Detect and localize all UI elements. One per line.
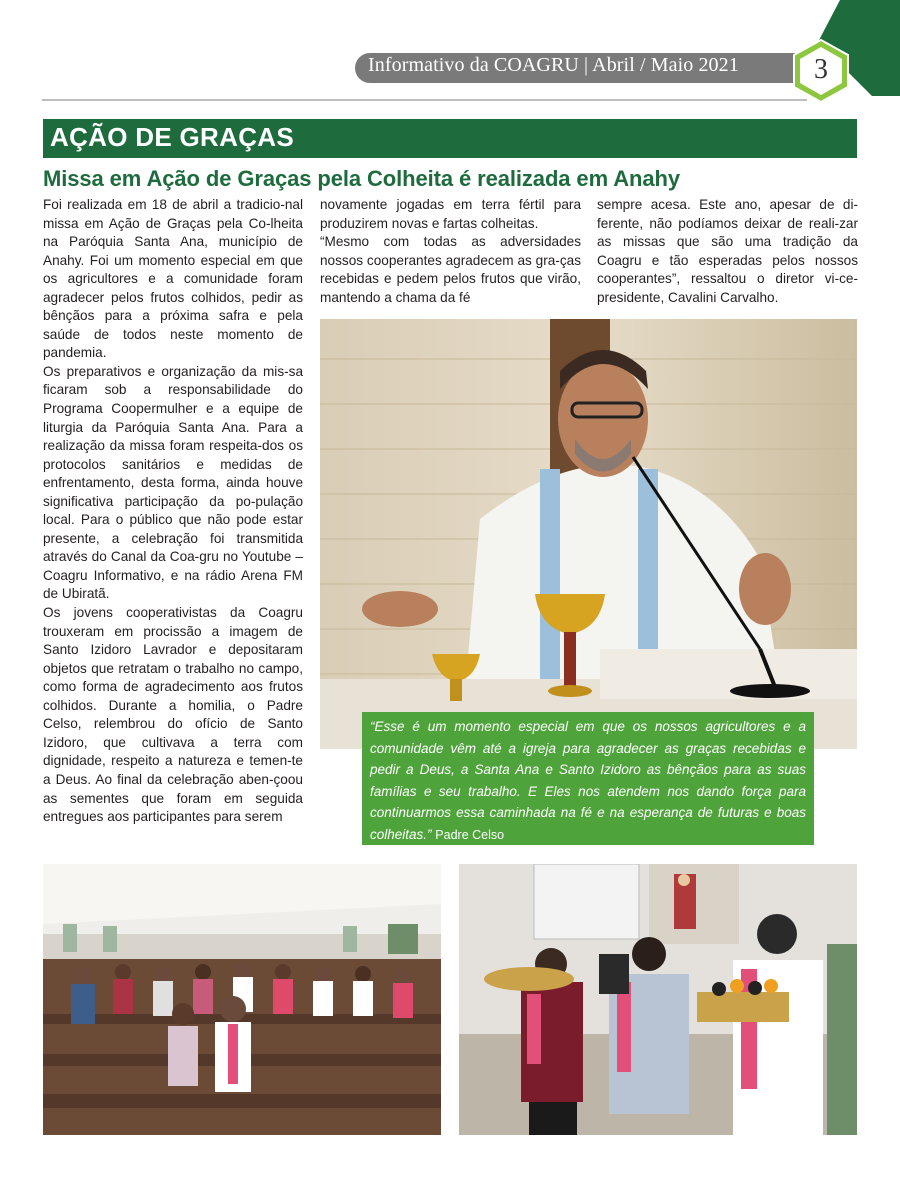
article-column-2: [320, 196, 581, 307]
article-column-3: [597, 196, 858, 307]
newsletter-title: Informativo da COAGRU | Abril / Maio 2021: [368, 54, 739, 76]
paragraph: Os preparativos e organização da mis-sa ficaram sob a responsabilidade do Programa Coopermulher e a equipe de liturgia da Paróquia Santa Ana. Para a realização da missa foram respeita-dos os protocolos sanitários e medidas de enfrentamento, desta forma, ainda houve significativa participação da po-pulação local. Para o público que não pode estar presente, a celebração foi transmitida através do Canal da Coa-gru no Youtube – Coagru Informativo, e na rádio Arena FM de Ubiratã.: [43, 363, 303, 602]
paragraph: novamente jogadas em terra fértil para produzirem novas e fartas colheitas.: [320, 197, 581, 231]
paragraph: sempre acesa. Este ano, apesar de di-ferente, não podíamos deixar de reali-zar as missas que são uma tradição da Coagru e tão esperadas pelos nossos cooperantes”, ressaltou o diretor vi-ce-presidente, Cavalini Carvalho.: [597, 197, 858, 305]
quote-text: [370, 716, 806, 846]
header-divider: [42, 99, 807, 101]
quote-author: Padre Celso: [435, 827, 505, 842]
quote-box: [362, 712, 814, 845]
section-title: AÇÃO DE GRAÇAS: [50, 122, 294, 152]
article-column-1: [43, 196, 303, 827]
photo-offering-procession: [459, 864, 857, 1135]
paragraph: “Mesmo com todas as adversidades nossos cooperantes agradecem as gra-ças recebidas e pedem pelos frutos que virão, mantendo a chama da fé: [320, 234, 581, 305]
article-headline: Missa em Ação de Graças pela Colheita é realizada em Anahy: [43, 166, 680, 191]
page-number: 3: [814, 54, 828, 85]
paragraph: Os jovens cooperativistas da Coagru trouxeram em procissão a imagem de Santo Izidoro Lavrador e depositaram objetos que retratam o trabalho no campo, como forma de agradecimento aos frutos colhidos. Durante a homilia, o Padre Celso, relembrou do ofício de Santo Izidoro, que cultivava a terra com dignidade, respeito a natureza e temen-te a Deus. Ao final da celebração aben-çoou as sementes que foram em seguida entregues aos participantes para serem: [43, 605, 303, 825]
paragraph: Foi realizada em 18 de abril a tradicio-nal missa em Ação de Graças pela Co-lheita na Paróquia Santa Ana, município de Anahy. Foi um momento especial em que os agricultores e a comunidade foram agradecer pelos frutos colhidos, pedir as bênçãos para a próxima safra e pela saúde de todos neste momento de pandemia.: [43, 197, 303, 361]
quote-body: “Esse é um momento especial em que os nossos agricultores e a comunidade vêm até a igreja para agradecer as graças recebidas e pedir a Deus, a Santa Ana e Santo Izidoro as bênçãos para as suas famílias e seu trabalho. E Eles nos atendem nos dando força para continuarmos essa caminhada na fé e na esperança de futuras e boas colheitas.”: [370, 719, 806, 842]
photo-congregation: [43, 864, 441, 1135]
photo-priest-at-altar: [320, 319, 857, 749]
